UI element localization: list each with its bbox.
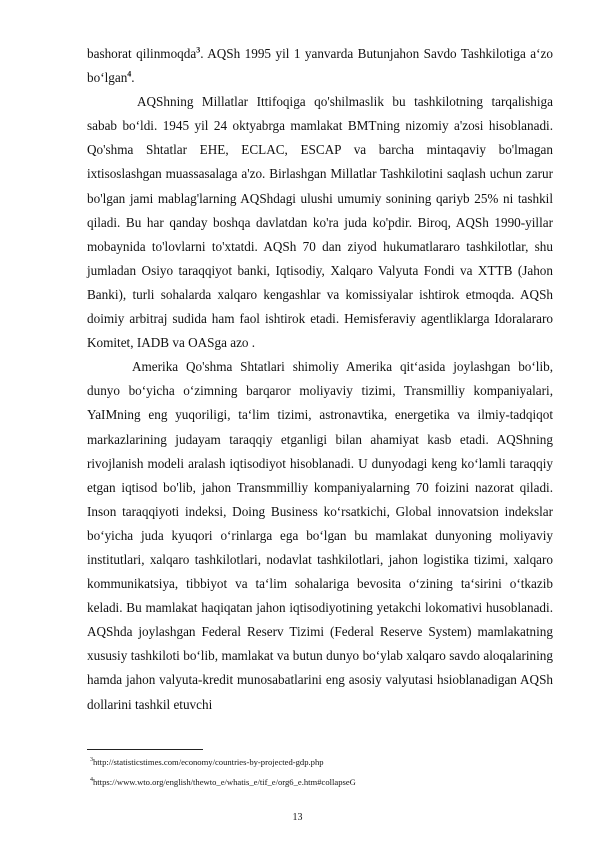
paragraph-1 [87,42,553,90]
footnote-4-link[interactable]: https://www.wto.org/english/thewto_e/whatis_e/tif_e/org6_e.htm#collapseG [93,777,356,787]
paragraph-2: AQShning Millatlar Ittifoqiga qo'shilmaslik bu tashkilotning tarqalishiga sabab bo‘ldi. 1945 yil 24 oktyabrga mamlakat BMTning nizomiy a'zosi hisoblanadi. Qo'shma Shtatlar EHE, ECLAC, ESCAP va barcha mintaqaviy bo'lmagan ixtisoslashgan muassasalaga a'zo. Birlashgan Millatlar Tashkilotini saqlash uchun zarur bo'lgan jami mablag'larning AQShdagi ulushi umumiy sonining qariyb 25% ni tashkil qiladi. Bu har qanday boshqa davlatdan ko'ra juda ko'pdir. Biroq, AQSh 1990-yillar mobaynida to'lovlarni to'xtatdi. AQSh 70 dan ziyod hukumatlararo tashkilotlar, shu jumladan Osiyo taraqqiyot banki, Iqtisodiy, Xalqaro Valyuta Fondi va XTTB (Jahon Banki), turli sohalarda xalqaro kengashlar va komissiyalar ishtirok etmoqda. AQSh doimiy arbitraj sudida ham faol ishtirok etadi. Hemisferaviy agentliklarga Idoralararo Komitet, IADB va OASga azo . [87,94,553,351]
footnote-ref-3[interactable]: 3 [196,45,201,55]
footnotes [90,752,550,792]
body-text [87,42,553,717]
footnote-4-mark: 4 [90,777,93,784]
footnote-divider [87,749,203,750]
footnote-3-link[interactable]: http://statisticstimes.com/economy/countries-by-projected-gdp.php [93,757,324,767]
page-number: 13 [292,812,303,823]
paragraph-1-text-end: . [131,70,135,86]
paragraph-1-text-middle: . AQSh 1995 yil 1 yanvarda Butunjahon Savdo Tashkilotiga a‘zo bo‘lgan [87,46,553,86]
paragraph-1-text-start: bashorat qilinmoqda [87,46,197,61]
paragraph-3: Amerika Qo'shma Shtatlari shimoliy Amerika qit‘asida joylashgan bo‘lib, dunyo bo‘yicha o‘zimning barqaror moliyaviy tizimi, Transmilliy kompaniyalari, YaIMning eng yuqoriligi, ta‘lim tizimi, astronavtika, energetika va ilmiy-tadqiqot markazlarining judayam taraqqiy etganligi bilan ahamiyat kasb etadi. AQShning rivojlanish modeli aralash iqtisodiyot hisoblanadi. U dunyodagi keng ko‘lamli taraqqiy etgan iqtisod bo'lib, jahon Transmmilliy kompaniyalarning 70 foizini nazorat qiladi. Inson taraqqiyoti indeksi, Doing Business ko‘rsatkichi, Global innovatsion indekslar bo‘yicha juda kyuqori o‘rinlarga ega bo‘lgan bu mamlakat dunyoning moliyaviy institutlari, xalqaro tashkilotlari, nodavlat tashkilotlari, jahon logistika tizimi, xalqaro kommunikatsiya, tibbiyot va ta‘lim sohalariga bevosita o‘zining ta‘sirini o‘tkazib keladi. Bu mamlakat haqiqatan jahon iqtisodiyotining yetakchi lokomativi husoblanadi. AQShda joylashgan Federal Reserv Tizimi (Federal Reserve System) mamlakatning xususiy tashkiloti bo‘lib, mamlakat va butun dunyo bo‘ylab xalqaro savdo aloqalarining hamda jahon valyuta-kredit munosabatlarini eng asosiy valyutasi hsioblanadigan AQSh dollarini tashkil etuvchi [87,359,553,712]
footnote-3-mark: 3 [90,757,93,764]
footnote-4 [90,772,550,792]
footnote-ref-4[interactable]: 4 [127,69,132,79]
footnote-3 [90,752,550,772]
